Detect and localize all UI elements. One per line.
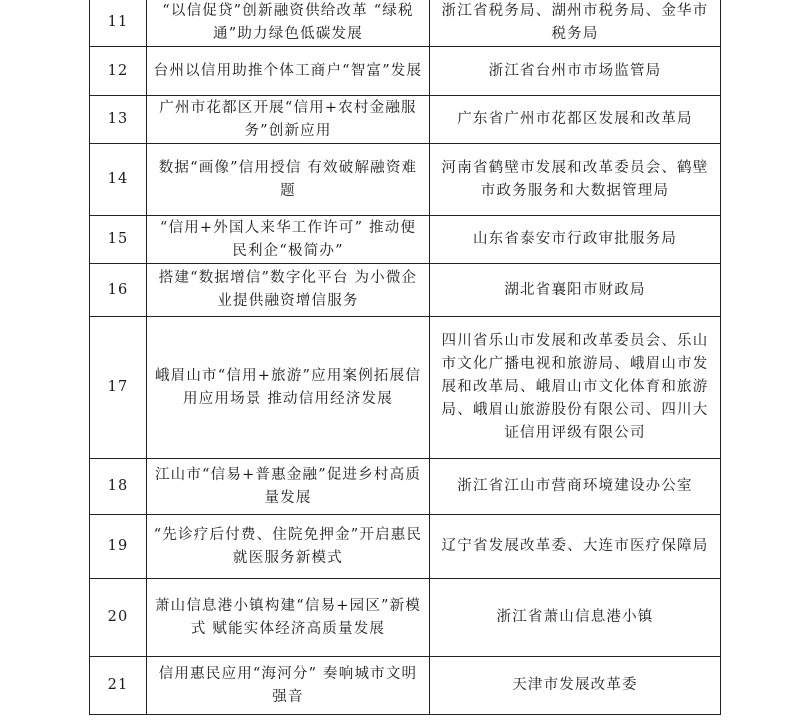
case-title: “先诊疗后付费、住院免押金”开启惠民就医服务新模式 xyxy=(147,515,430,579)
row-number: 12 xyxy=(90,47,147,96)
case-title: 江山市“信易+普惠金融”促进乡村高质量发展 xyxy=(147,459,430,515)
case-list-table xyxy=(89,0,721,715)
reporting-unit: 河南省鹤壁市发展和改革委员会、鹤壁市政务服务和大数据管理局 xyxy=(430,144,721,216)
row-number: 21 xyxy=(90,657,147,715)
row-number: 17 xyxy=(90,317,147,459)
case-title: 台州以信用助推个体工商户“智富”发展 xyxy=(147,47,430,96)
reporting-unit: 浙江省台州市市场监管局 xyxy=(430,47,721,96)
row-number: 20 xyxy=(90,579,147,657)
case-title: 数据“画像”信用授信 有效破解融资难题 xyxy=(147,144,430,216)
reporting-unit: 浙江省税务局、湖州市税务局、金华市税务局 xyxy=(430,0,721,47)
table-row xyxy=(90,317,721,459)
reporting-unit: 四川省乐山市发展和改革委员会、乐山市文化广播电视和旅游局、峨眉山市发展和改革局、峨眉山市文化体育和旅游局、峨眉山旅游股份有限公司、四川大证信用评级有限公司 xyxy=(430,317,721,459)
reporting-unit: 辽宁省发展改革委、大连市医疗保障局 xyxy=(430,515,721,579)
case-title: 信用惠民应用“海河分” 奏响城市文明强音 xyxy=(147,657,430,715)
table-row xyxy=(90,0,721,47)
reporting-unit: 天津市发展改革委 xyxy=(430,657,721,715)
table-row xyxy=(90,515,721,579)
case-title: “以信促贷”创新融资供给改革 “绿税通”助力绿色低碳发展 xyxy=(147,0,430,47)
table-row xyxy=(90,96,721,144)
row-number: 19 xyxy=(90,515,147,579)
reporting-unit: 湖北省襄阳市财政局 xyxy=(430,264,721,317)
row-number: 14 xyxy=(90,144,147,216)
table-row xyxy=(90,47,721,96)
table-row xyxy=(90,579,721,657)
case-title: 萧山信息港小镇构建“信易+园区”新模式 赋能实体经济高质量发展 xyxy=(147,579,430,657)
table-row xyxy=(90,216,721,264)
row-number: 11 xyxy=(90,0,147,47)
case-title: “信用+外国人来华工作许可” 推动便民利企“极简办” xyxy=(147,216,430,264)
reporting-unit: 广东省广州市花都区发展和改革局 xyxy=(430,96,721,144)
row-number: 13 xyxy=(90,96,147,144)
table-row xyxy=(90,144,721,216)
table-row xyxy=(90,657,721,715)
row-number: 18 xyxy=(90,459,147,515)
table-row xyxy=(90,459,721,515)
case-title: 峨眉山市“信用+旅游”应用案例拓展信用应用场景 推动信用经济发展 xyxy=(147,317,430,459)
reporting-unit: 山东省泰安市行政审批服务局 xyxy=(430,216,721,264)
case-title: 广州市花都区开展“信用+农村金融服务”创新应用 xyxy=(147,96,430,144)
row-number: 15 xyxy=(90,216,147,264)
reporting-unit: 浙江省江山市营商环境建设办公室 xyxy=(430,459,721,515)
reporting-unit: 浙江省萧山信息港小镇 xyxy=(430,579,721,657)
case-title: 搭建“数据增信”数字化平台 为小微企业提供融资增信服务 xyxy=(147,264,430,317)
table-row xyxy=(90,264,721,317)
row-number: 16 xyxy=(90,264,147,317)
